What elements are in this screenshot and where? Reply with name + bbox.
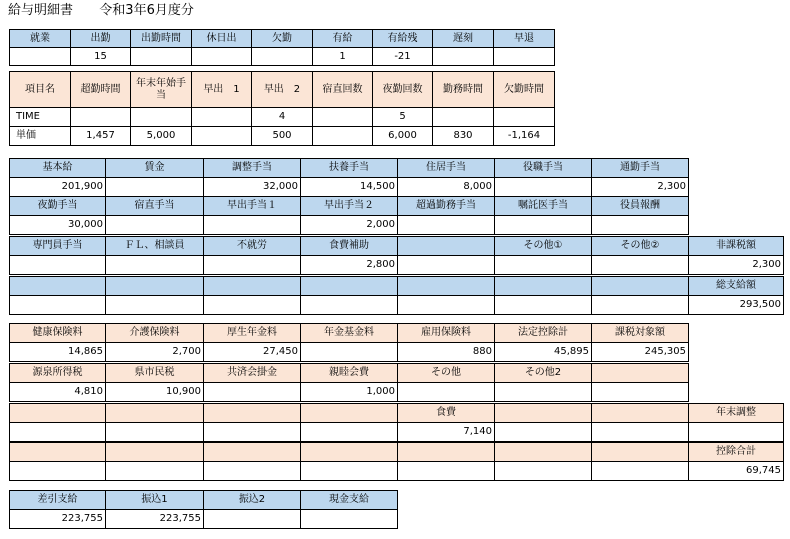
attendance-value: -21 xyxy=(372,47,433,66)
deduction-label xyxy=(105,403,204,423)
deduction-label: 食費 xyxy=(397,403,495,423)
deduction-label: 課税対象額 xyxy=(591,323,689,343)
deduction-label: 親睦会費 xyxy=(300,363,398,383)
deduction-value xyxy=(300,422,398,442)
payment-value xyxy=(397,255,495,275)
attendance-value: 15 xyxy=(70,47,131,66)
payment-value xyxy=(9,295,106,315)
payment-value xyxy=(494,177,592,197)
unit-price-value: 830 xyxy=(432,126,494,146)
item-header: 宿直回数 xyxy=(312,71,373,108)
payment-value xyxy=(397,215,495,235)
time-value xyxy=(312,107,373,127)
item-header: 項目名 xyxy=(9,71,71,108)
payment-label: 通勤手当 xyxy=(591,158,689,178)
time-value: 5 xyxy=(372,107,433,127)
deduction-value xyxy=(494,461,592,481)
payment-value xyxy=(300,295,398,315)
deduction-value: 10,900 xyxy=(105,382,204,402)
payment-label: 不就労 xyxy=(203,236,301,256)
deduction-value xyxy=(300,461,398,481)
payment-label: 嘱託医手当 xyxy=(494,196,592,216)
payment-value xyxy=(203,255,301,275)
unit-price-value xyxy=(312,126,373,146)
payment-label: 食費補助 xyxy=(300,236,398,256)
deduction-label xyxy=(203,442,301,462)
settlement-label: 振込2 xyxy=(203,490,301,510)
payment-value xyxy=(105,295,204,315)
payment-value: 2,000 xyxy=(300,215,398,235)
payment-label xyxy=(203,276,301,296)
total-payment-value: 293,500 xyxy=(688,295,784,315)
deduction-label xyxy=(105,442,204,462)
payment-value: 30,000 xyxy=(9,215,106,235)
deduction-label xyxy=(397,442,495,462)
item-header: 超勤時間 xyxy=(70,71,131,108)
deduction-value xyxy=(9,461,106,481)
deduction-value xyxy=(397,382,495,402)
nontaxable-label: 非課税額 xyxy=(688,236,784,256)
period-text: 令和3年6月度分 xyxy=(99,3,194,18)
deduction-label: 年金基金料 xyxy=(300,323,398,343)
settlement-value: 223,755 xyxy=(105,509,204,529)
attendance-header: 休日出 xyxy=(191,29,252,48)
time-value xyxy=(191,107,252,127)
payment-label: 住居手当 xyxy=(397,158,495,178)
attendance-header: 欠勤 xyxy=(251,29,313,48)
payment-label xyxy=(105,276,204,296)
deduction-value: 45,895 xyxy=(494,342,592,362)
time-value: TIME xyxy=(9,107,71,127)
deduction-label xyxy=(591,403,689,423)
deduction-label: 県市民税 xyxy=(105,363,204,383)
payment-label: 夜勤手当 xyxy=(9,196,106,216)
settlement-label: 現金支給 xyxy=(300,490,398,510)
payment-label: 扶養手当 xyxy=(300,158,398,178)
deduction-total-label: 控除合計 xyxy=(688,442,784,462)
item-header: 早出 1 xyxy=(191,71,252,108)
payment-label: 役員報酬 xyxy=(591,196,689,216)
payment-value xyxy=(397,295,495,315)
unit-price-value: 6,000 xyxy=(372,126,433,146)
time-value xyxy=(130,107,192,127)
payment-value: 14,500 xyxy=(300,177,398,197)
attendance-value xyxy=(191,47,252,66)
payment-value: 8,000 xyxy=(397,177,495,197)
unit-price-value xyxy=(191,126,252,146)
settlement-value xyxy=(300,509,398,529)
item-header: 年末年始手当 xyxy=(130,71,192,108)
deduction-value: 7,140 xyxy=(397,422,495,442)
deduction-label: 介護保険料 xyxy=(105,323,204,343)
payment-value xyxy=(591,255,689,275)
payment-value xyxy=(494,295,592,315)
attendance-header: 出勤 xyxy=(70,29,131,48)
deduction-value xyxy=(300,342,398,362)
deduction-label xyxy=(300,442,398,462)
payment-label xyxy=(494,276,592,296)
deduction-value xyxy=(494,422,592,442)
deduction-value xyxy=(105,422,204,442)
item-header: 夜勤回数 xyxy=(372,71,433,108)
year-end-adjustment-label: 年末調整 xyxy=(688,403,784,423)
unit-price-value: -1,164 xyxy=(493,126,555,146)
payment-value: 201,900 xyxy=(9,177,106,197)
attendance-value xyxy=(251,47,313,66)
payment-value: 2,300 xyxy=(591,177,689,197)
title-text: 給与明細書 xyxy=(8,3,74,18)
time-value xyxy=(432,107,494,127)
attendance-header: 就業 xyxy=(9,29,71,48)
total-payment-label: 総支給額 xyxy=(688,276,784,296)
payment-value xyxy=(203,295,301,315)
settlement-value: 223,755 xyxy=(9,509,106,529)
payment-label: 専門員手当 xyxy=(9,236,106,256)
deduction-label: その他2 xyxy=(494,363,592,383)
deduction-value: 2,700 xyxy=(105,342,204,362)
attendance-header: 遅刻 xyxy=(432,29,494,48)
deduction-label xyxy=(300,403,398,423)
payment-value xyxy=(9,255,106,275)
deduction-label xyxy=(203,403,301,423)
attendance-header: 有給残 xyxy=(372,29,433,48)
attendance-header: 出勤時間 xyxy=(130,29,192,48)
deduction-label xyxy=(494,442,592,462)
document-title xyxy=(8,3,194,19)
time-value xyxy=(70,107,131,127)
payment-label xyxy=(300,276,398,296)
deduction-value xyxy=(203,382,301,402)
payment-label: 超過勤務手当 xyxy=(397,196,495,216)
payment-value xyxy=(591,295,689,315)
deduction-value xyxy=(494,382,592,402)
deduction-label xyxy=(9,403,106,423)
deduction-label: 雇用保険料 xyxy=(397,323,495,343)
deduction-value: 1,000 xyxy=(300,382,398,402)
item-header: 欠勤時間 xyxy=(493,71,555,108)
deduction-label: 法定控除計 xyxy=(494,323,592,343)
payment-label xyxy=(397,236,495,256)
deduction-total-value: 69,745 xyxy=(688,461,784,481)
deduction-value: 27,450 xyxy=(203,342,301,362)
nontaxable-value: 2,300 xyxy=(688,255,784,275)
time-value: 4 xyxy=(251,107,313,127)
payment-value xyxy=(494,255,592,275)
payment-label: 宿直手当 xyxy=(105,196,204,216)
deduction-label: 厚生年金料 xyxy=(203,323,301,343)
deduction-label: その他 xyxy=(397,363,495,383)
settlement-label: 差引支給 xyxy=(9,490,106,510)
attendance-header: 有給 xyxy=(312,29,373,48)
payment-value xyxy=(203,215,301,235)
unit-price-value: 単価 xyxy=(9,126,71,146)
deduction-value xyxy=(9,422,106,442)
payment-value xyxy=(105,255,204,275)
payment-label: ＦＬ、相談員 xyxy=(105,236,204,256)
time-value xyxy=(493,107,555,127)
payment-label: 役職手当 xyxy=(494,158,592,178)
deduction-value xyxy=(105,461,204,481)
attendance-value xyxy=(9,47,71,66)
year-end-adjustment-value xyxy=(688,422,784,442)
payment-label xyxy=(397,276,495,296)
payment-label xyxy=(591,276,689,296)
payment-label: 早出手当１ xyxy=(203,196,301,216)
item-header: 勤務時間 xyxy=(432,71,494,108)
payment-value xyxy=(591,215,689,235)
deduction-label xyxy=(9,442,106,462)
payment-value xyxy=(494,215,592,235)
deduction-value: 14,865 xyxy=(9,342,106,362)
payment-label: 調整手当 xyxy=(203,158,301,178)
payment-label xyxy=(9,276,106,296)
deduction-value xyxy=(203,422,301,442)
payment-label: その他② xyxy=(591,236,689,256)
attendance-header: 早退 xyxy=(493,29,555,48)
unit-price-value: 500 xyxy=(251,126,313,146)
payment-value xyxy=(105,177,204,197)
deduction-label: 源泉所得税 xyxy=(9,363,106,383)
attendance-value: 1 xyxy=(312,47,373,66)
deduction-value: 880 xyxy=(397,342,495,362)
payment-value: 32,000 xyxy=(203,177,301,197)
deduction-label: 共済会掛金 xyxy=(203,363,301,383)
deduction-value xyxy=(591,461,689,481)
unit-price-value: 1,457 xyxy=(70,126,131,146)
deduction-value: 245,305 xyxy=(591,342,689,362)
deduction-label xyxy=(494,403,592,423)
settlement-value xyxy=(203,509,301,529)
deduction-value xyxy=(591,422,689,442)
payment-label: 賃金 xyxy=(105,158,204,178)
payment-label: その他① xyxy=(494,236,592,256)
deduction-label xyxy=(591,363,689,383)
payment-value xyxy=(105,215,204,235)
deduction-value xyxy=(203,461,301,481)
deduction-value: 4,810 xyxy=(9,382,106,402)
attendance-value xyxy=(130,47,192,66)
payment-value: 2,800 xyxy=(300,255,398,275)
deduction-label xyxy=(591,442,689,462)
attendance-value xyxy=(493,47,555,66)
item-header: 早出 2 xyxy=(251,71,313,108)
attendance-value xyxy=(432,47,494,66)
payment-label: 基本給 xyxy=(9,158,106,178)
deduction-value xyxy=(397,461,495,481)
unit-price-value: 5,000 xyxy=(130,126,192,146)
deduction-value xyxy=(591,382,689,402)
payment-label: 早出手当２ xyxy=(300,196,398,216)
settlement-label: 振込1 xyxy=(105,490,204,510)
deduction-label: 健康保険料 xyxy=(9,323,106,343)
